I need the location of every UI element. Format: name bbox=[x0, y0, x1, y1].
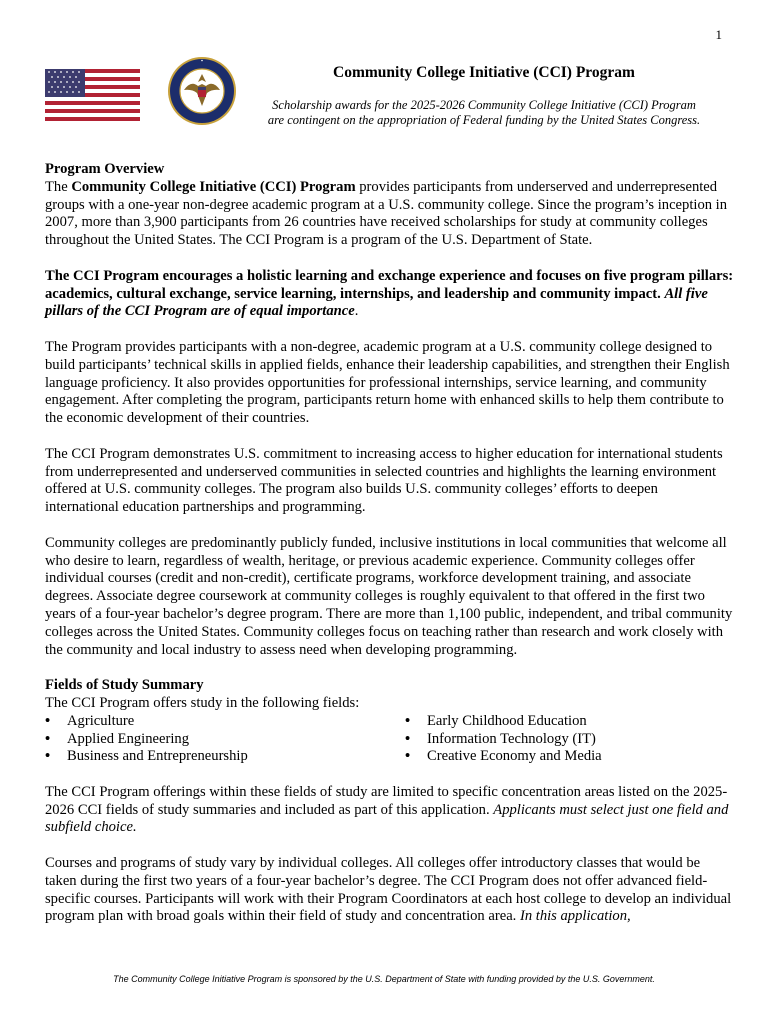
program-name: Community College Initiative (CCI) Program bbox=[71, 178, 356, 195]
state-department-seal-icon bbox=[167, 56, 237, 126]
list-item: • Creative Economy and Media bbox=[405, 748, 602, 766]
program-overview-heading: Program Overview bbox=[45, 161, 165, 177]
us-flag-icon bbox=[45, 69, 140, 121]
field-limits-paragraph bbox=[45, 784, 735, 837]
document-body bbox=[45, 161, 735, 926]
funding-notice-line-1: Scholarship awards for the 2025-2026 Community College Initiative (CCI) Program bbox=[272, 98, 696, 112]
pillars-end: . bbox=[354, 303, 359, 320]
list-item: • Business and Entrepreneurship bbox=[45, 748, 405, 766]
fields-intro: The CCI Program offers study in the following fields: bbox=[45, 694, 360, 711]
pillars-emphasis: All five pillars of the CCI Program are of equal importance bbox=[45, 285, 708, 320]
overview-text: provides participants from underserved and underrepresented groups with a one-year non-degree academic program at a U.S. community college. Since the program’s inception in 2007, more than 3,900 participants from 26 countries have received scholarships for study at community colleges throughout the United States. The CCI Program is a program of the U.S. Department of State. bbox=[45, 178, 728, 249]
document-title: Community College Initiative (CCI) Program bbox=[333, 64, 635, 81]
community-colleges-paragraph: Community colleges are predominantly publicly funded, inclusive institutions in local communities that welcome all who desire to learn, regardless of wealth, heritage, or previous academic experience. Community colleges offer individual courses (credit and non-credit), certificate programs, workforce development training, and associate degrees. Associate degree coursework at community colleges is roughly equivalent to that offered in the first two years of a four-year bachelor’s degree program. There are more than 1,100 public, independent, and tribal community colleges across the United States. Community colleges focus on teaching rather than research and work closely with the community and local industry to assess need when developing programming. bbox=[45, 534, 733, 658]
program-description-paragraph: The Program provides participants with a non-degree, academic program at a U.S. community college designed to build participants’ technical skills in applied fields, enhance their leadership capabilities, and strengthen their English language proficiency. It also provides opportunities for professional internships, service learning, and community engagement. After completing the program, participants return home with enhanced skills to help them contribute to the economic development of their countries. bbox=[45, 338, 730, 427]
fields-list-column-2 bbox=[405, 713, 602, 766]
field-limits-text: The CCI Program offerings within these fields of study are limited to specific concentration areas listed on the 2025-2026 CCI fields of study summaries and included as part of this application. bbox=[45, 783, 728, 818]
list-item: • Information Technology (IT) bbox=[405, 731, 602, 749]
page-number: 1 bbox=[715, 27, 722, 42]
list-item: • Agriculture bbox=[45, 713, 405, 731]
sponsor-footer: The Community College Initiative Program is sponsored by the U.S. Department of State with funding provided by the U.S. Government. bbox=[113, 974, 655, 984]
overview-paragraph bbox=[45, 179, 735, 250]
field-limits-emphasis: Applicants must select just one field and subfield choice. bbox=[45, 801, 729, 836]
funding-notice-line-2: are contingent on the appropriation of Federal funding by the United States Congress. bbox=[267, 113, 701, 127]
courses-text: Courses and programs of study vary by individual colleges. All colleges offer introductory classes that would be taken during the first two years of a four-year bachelor’s degree. The CCI Program does not offer advanced field-specific courses. Participants will work with their Program Coordinators at each host college to develop an individual program plan with broad goals within their field of study and concentration area. bbox=[45, 855, 732, 925]
courses-paragraph bbox=[45, 855, 735, 926]
list-item: • Applied Engineering bbox=[45, 731, 405, 749]
pillars-paragraph bbox=[45, 268, 735, 321]
list-item: • Early Childhood Education bbox=[405, 713, 602, 731]
overview-the: The bbox=[45, 178, 72, 195]
fields-list bbox=[45, 713, 735, 766]
funding-notice bbox=[250, 98, 718, 128]
fields-of-study-heading: Fields of Study Summary bbox=[45, 677, 204, 694]
commitment-paragraph: The CCI Program demonstrates U.S. commitment to increasing access to higher education for international students from underrepresented and underserved communities in selected countries and highlights the learning environment offered at U.S. community colleges. The program also builds U.S. community colleges’ efforts to deepen international education partnerships and programming. bbox=[45, 445, 723, 516]
fields-list-column-1 bbox=[45, 713, 405, 766]
courses-emphasis: In this application, bbox=[519, 908, 631, 925]
pillars-text: The CCI Program encourages a holistic learning and exchange experience and focuses on five program pillars: academics, cultural exchange, service learning, internships, and leadership and community impact. bbox=[45, 267, 734, 302]
